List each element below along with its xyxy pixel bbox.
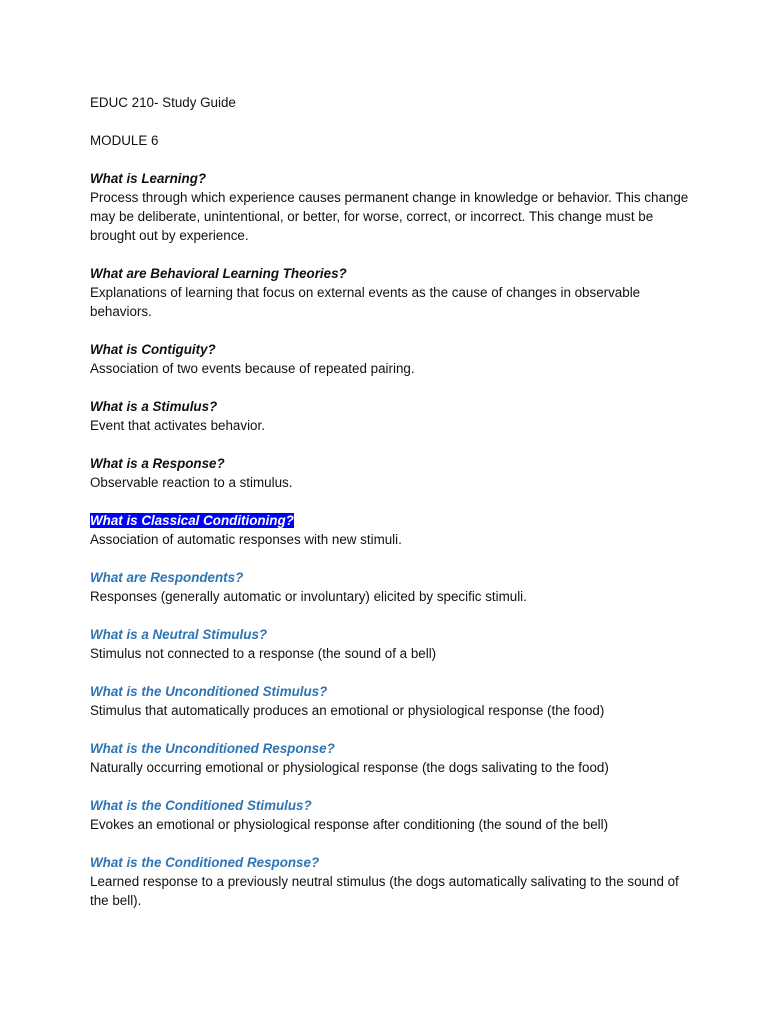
answer-text: Responses (generally automatic or involuntary) elicited by specific stimuli.	[90, 589, 527, 604]
qa-unconditioned-stimulus	[90, 682, 690, 720]
answer-text: Observable reaction to a stimulus.	[90, 475, 293, 490]
answer-text: Stimulus that automatically produces an emotional or physiological response (the food)	[90, 703, 605, 718]
question-heading: What is Learning?	[90, 171, 207, 186]
question-heading: What is a Neutral Stimulus?	[90, 627, 268, 642]
qa-unconditioned-response	[90, 739, 690, 777]
question-heading: What is a Stimulus?	[90, 399, 218, 414]
question-heading-selected[interactable]	[90, 511, 690, 530]
qa-respondents	[90, 568, 690, 606]
question-heading: What is the Unconditioned Response?	[90, 741, 335, 756]
qa-conditioned-response	[90, 853, 690, 910]
qa-stimulus	[90, 397, 690, 435]
qa-behavioral-learning-theories	[90, 264, 690, 321]
document-page	[90, 93, 690, 910]
question-heading: What is the Conditioned Stimulus?	[90, 798, 312, 813]
answer-text: Learned response to a previously neutral stimulus (the dogs automatically salivating to the sound of the bell).	[90, 874, 679, 908]
qa-conditioned-stimulus	[90, 796, 690, 834]
qa-learning	[90, 169, 690, 245]
question-heading: What is the Unconditioned Stimulus?	[90, 684, 328, 699]
qa-classical-conditioning	[90, 511, 690, 549]
answer-text: Process through which experience causes permanent change in knowledge or behavior. This change may be deliberate, unintentional, or better, for worse, correct, or incorrect. This change must be brought out by experience.	[90, 190, 689, 243]
answer-text: Event that activates behavior.	[90, 418, 265, 433]
module-heading: MODULE 6	[90, 133, 159, 148]
answer-text: Stimulus not connected to a response (the sound of a bell)	[90, 646, 437, 661]
question-heading: What is the Conditioned Response?	[90, 855, 320, 870]
answer-text: Evokes an emotional or physiological response after conditioning (the sound of the bell)	[90, 817, 609, 832]
answer-text: Explanations of learning that focus on external events as the cause of changes in observable behaviors.	[90, 285, 641, 319]
answer-text: Association of automatic responses with new stimuli.	[90, 532, 402, 547]
question-heading: What is a Response?	[90, 456, 225, 471]
qa-neutral-stimulus	[90, 625, 690, 663]
qa-contiguity	[90, 340, 690, 378]
answer-text: Naturally occurring emotional or physiological response (the dogs salivating to the food)	[90, 760, 609, 775]
question-heading: What are Respondents?	[90, 570, 244, 585]
qa-response	[90, 454, 690, 492]
question-heading: What are Behavioral Learning Theories?	[90, 266, 347, 281]
document-title: EDUC 210- Study Guide	[90, 95, 236, 110]
question-heading: What is Contiguity?	[90, 342, 216, 357]
text-selection-highlight[interactable]: What is Classical Conditioning?	[90, 513, 294, 528]
answer-text: Association of two events because of repeated pairing.	[90, 361, 415, 376]
